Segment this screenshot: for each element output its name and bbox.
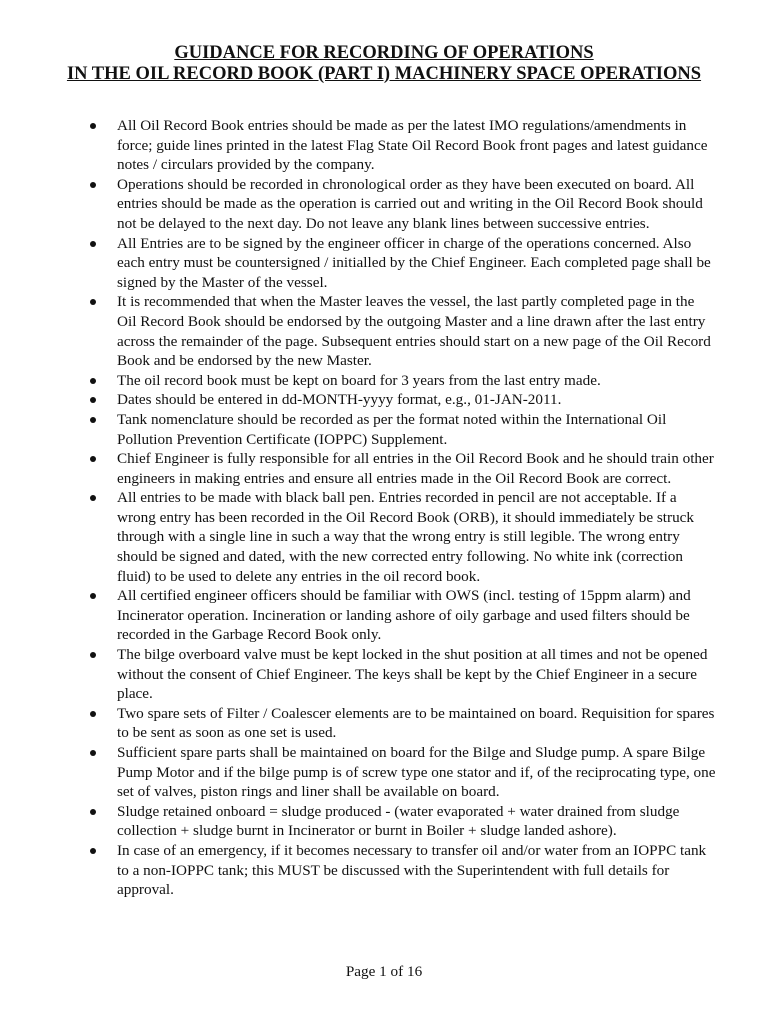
guidance-item-text: The bilge overboard valve must be kept locked in the shut position at all times and not be opened without the consent of Chief Engineer. The keys shall be kept by the Chief Engineer in a secure place. [117, 646, 708, 703]
bullet-icon [90, 750, 96, 756]
guidance-item-text: All certified engineer officers should be familiar with OWS (incl. testing of 15ppm alarm) and Incinerator operation. Incineration or landing ashore of oily garbage and used filters should be recorded in the Garbage Record Book only. [117, 587, 691, 644]
guidance-item [88, 371, 716, 391]
guidance-item [88, 586, 716, 645]
document-title-line-1: GUIDANCE FOR RECORDING OF OPERATIONS [174, 43, 594, 63]
bullet-icon [90, 652, 96, 658]
bullet-icon [90, 397, 96, 403]
bullet-icon [90, 848, 96, 854]
bullet-icon [90, 299, 96, 305]
guidance-item-text: All Oil Record Book entries should be made as per the latest IMO regulations/amendments in force; guide lines printed in the latest Flag State Oil Record Book front pages and latest guidance notes / circulars provided by the company. [117, 117, 708, 174]
bullet-icon [90, 123, 96, 129]
guidance-item-text: Dates should be entered in dd-MONTH-yyyy format, e.g., 01-JAN-2011. [117, 391, 562, 409]
guidance-item-text: Tank nomenclature should be recorded as per the format noted within the International Oil Pollution Prevention Certificate (IOPPC) Supplement. [117, 410, 667, 448]
bullet-icon [90, 456, 96, 462]
guidance-item [88, 292, 716, 370]
guidance-item-text: All entries to be made with black ball pen. Entries recorded in pencil are not acceptable. If a wrong entry has been recorded in the Oil Record Book (ORB), it should immediately be struck through with a single line in such a way that the wrong entry is still legible. The wrong entry should be signed and dated, with the new corrected entry following. No white ink (correction fluid) to be used to delete any entries in the oil record book. [117, 489, 694, 585]
bullet-icon [90, 182, 96, 188]
bullet-icon [90, 809, 96, 815]
guidance-bullet-list [88, 116, 716, 900]
guidance-item [88, 234, 716, 293]
guidance-item-text: Chief Engineer is fully responsible for all entries in the Oil Record Book and he should train other engineers in making entries and ensure all entries made in the Oil Record Book are correct. [117, 450, 714, 487]
guidance-item [88, 175, 716, 234]
guidance-item-text: Operations should be recorded in chronological order as they have been executed on board. All entries should be made as the operation is carried out and writing in the Oil Record Book should not be delayed to the next day. Do not leave any blank lines between successive entries. [117, 175, 703, 232]
guidance-item [88, 704, 716, 743]
bullet-icon [90, 378, 96, 384]
guidance-item-text: It is recommended that when the Master leaves the vessel, the last partly completed page in the Oil Record Book should be endorsed by the outgoing Master and a line drawn after the last entry across the remainder of the page. Subsequent entries should start on a new page of the Oil Record Book and be endorsed by the new Master. [117, 293, 711, 370]
bullet-icon [90, 711, 96, 717]
guidance-item [88, 488, 716, 586]
guidance-item-text: Two spare sets of Filter / Coalescer elements are to be maintained on board. Requisition for spares to be sent as soon as one set is used. [117, 704, 715, 742]
guidance-item-text: All Entries are to be signed by the engineer officer in charge of the operations concerned. Also each entry must be countersigned / initialled by the Chief Engineer. Each completed page shall be signed by the Master of the vessel. [117, 234, 711, 291]
guidance-item [88, 116, 716, 175]
guidance-item [88, 743, 716, 802]
bullet-icon [90, 495, 96, 501]
guidance-item [88, 390, 716, 410]
guidance-item-text: The oil record book must be kept on board for 3 years from the last entry made. [117, 371, 601, 389]
bullet-icon [90, 241, 96, 247]
guidance-item [88, 645, 716, 704]
bullet-icon [90, 417, 96, 423]
guidance-item [88, 802, 716, 841]
document-title-line-2: IN THE OIL RECORD BOOK (PART I) MACHINERY SPACE OPERATIONS [66, 64, 702, 84]
page-number: Page 1 of 16 [345, 963, 423, 980]
guidance-item [88, 449, 716, 488]
guidance-item-text: Sufficient spare parts shall be maintained on board for the Bilge and Sludge pump. A spare Bilge Pump Motor and if the bilge pump is of screw type one stator and if, of the reciprocating type, one set of valves, piston rings and liner shall be available on board. [117, 744, 716, 801]
guidance-item-text: In case of an emergency, if it becomes necessary to transfer oil and/or water from an IOPPC tank to a non-IOPPC tank; this MUST be discussed with the Superintendent with full details for approval. [117, 841, 707, 899]
guidance-item [88, 841, 716, 900]
guidance-item-text: Sludge retained onboard = sludge produced - (water evaporated + water drained from sludge collection + sludge burnt in Incinerator or burnt in Boiler + sludge landed ashore). [117, 802, 680, 840]
guidance-item [88, 410, 716, 449]
bullet-icon [90, 593, 96, 599]
